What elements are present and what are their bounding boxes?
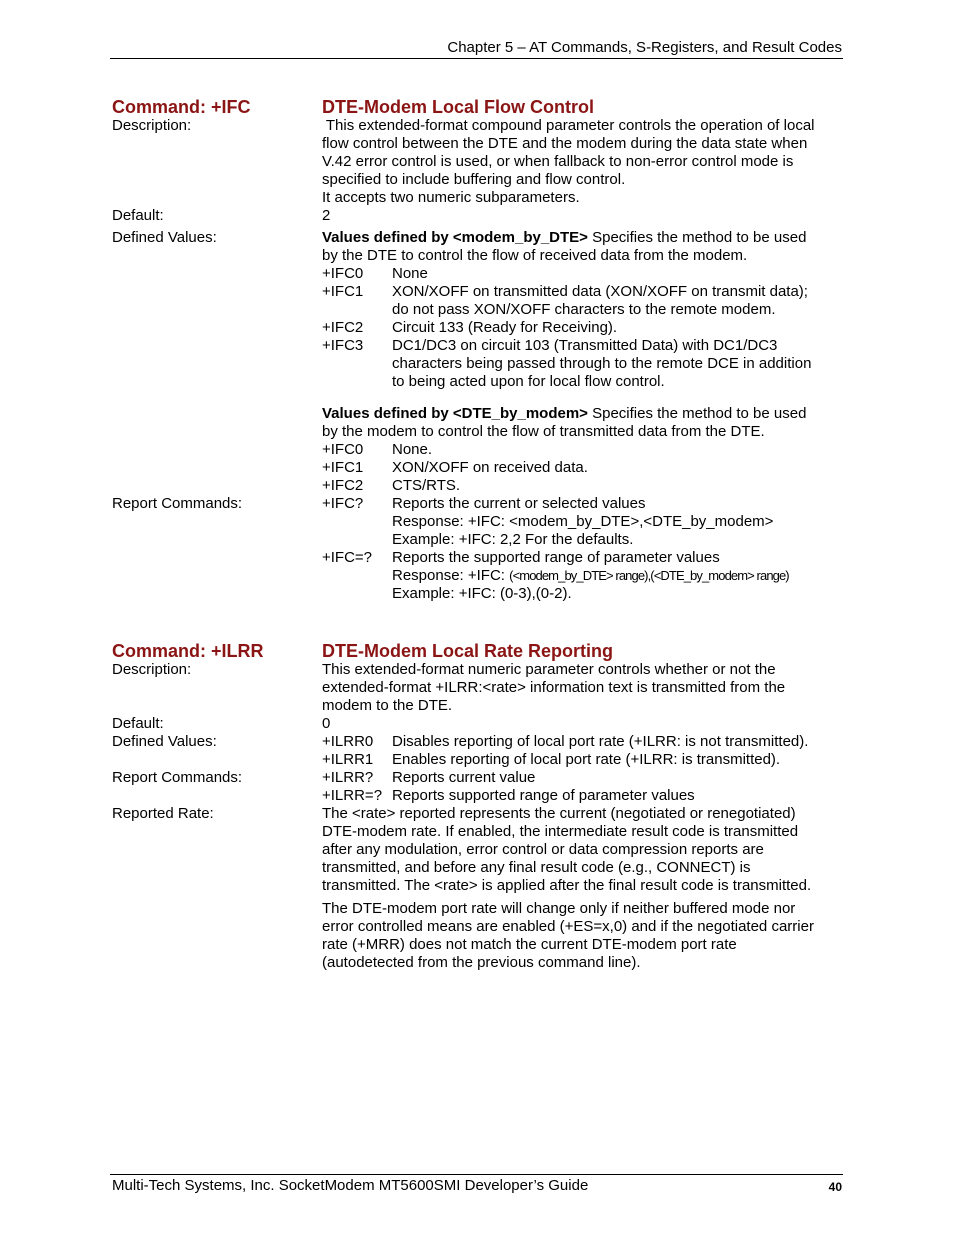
ifc-report-desc: Reports the current or selected values [392, 495, 646, 512]
ilrr-rate-line: transmitted. The <rate> is applied after the final result code is transmitted. [322, 877, 812, 894]
ifc-value-code: +IFC2 [322, 319, 364, 336]
ifc-report-code: +IFC=? [322, 549, 373, 566]
ifc-title: DTE-Modem Local Flow Control [322, 97, 594, 117]
ifc-value-code: +IFC1 [322, 459, 364, 476]
ifc-group1-heading-rest: Specifies the method to be used [587, 229, 807, 246]
ilrr-rate-line: transmitted, and before any final result code (e.g., CONNECT) is [322, 859, 751, 876]
ifc-report-desc: Response: +IFC: <modem_by_DTE>,<DTE_by_modem> [392, 513, 774, 530]
header-rule [110, 58, 843, 59]
ifc-value-desc: Circuit 133 (Ready for Receiving). [392, 319, 618, 336]
page-number: 40 [828, 1180, 842, 1194]
ifc-group2-heading [322, 405, 842, 423]
ilrr-rate-line: after any modulation, error control or data compression reports are [322, 841, 764, 858]
ifc-value-code: +IFC0 [322, 265, 364, 282]
ilrr-report-code: +ILRR? [322, 769, 374, 786]
ifc-description-line: It accepts two numeric subparameters. [322, 189, 580, 206]
ilrr-title: DTE-Modem Local Rate Reporting [322, 641, 614, 661]
ilrr-description-line: extended-format +ILRR:<rate> information text is transmitted from the [322, 679, 786, 696]
ifc-value-code: +IFC3 [322, 337, 364, 354]
ifc-report-code: +IFC? [322, 495, 364, 512]
ifc-report-desc: Example: +IFC: 2,2 For the defaults. [392, 531, 634, 548]
ilrr-rate-line: (autodetected from the previous command line). [322, 954, 641, 971]
ilrr-default-value: 0 [322, 715, 331, 732]
ilrr-value-desc: Enables reporting of local port rate (+ILRR: is transmitted). [392, 751, 781, 768]
ilrr-defined-values-label: Defined Values: [112, 733, 217, 750]
ilrr-report-desc: Reports current value [392, 769, 536, 786]
ifc-report-response-range: (<modem_by_DTE> range),(<DTE_by_modem> range) [509, 568, 789, 583]
ilrr-command-heading: Command: +ILRR [112, 641, 264, 661]
ifc-report-desc: Example: +IFC: (0-3),(0-2). [392, 585, 572, 602]
ifc-value-desc: XON/XOFF on transmitted data (XON/XOFF on transmit data); [392, 283, 808, 300]
chapter-header: Chapter 5 – AT Commands, S-Registers, and Result Codes [447, 39, 842, 56]
ifc-report-response-prefix: Response: +IFC: [392, 567, 510, 584]
ifc-description-line: flow control between the DTE and the modem during the data state when [322, 135, 808, 152]
ilrr-description-line: modem to the DTE. [322, 697, 453, 714]
ifc-description-line: This extended-format compound parameter controls the operation of local [322, 117, 815, 134]
ilrr-rate-line: DTE-modem rate. If enabled, the intermediate result code is transmitted [322, 823, 799, 840]
ifc-group1-heading [322, 229, 842, 247]
ifc-value-desc: CTS/RTS. [392, 477, 461, 494]
ilrr-report-desc: Reports supported range of parameter values [392, 787, 695, 804]
ifc-value-code: +IFC0 [322, 441, 364, 458]
ilrr-default-label: Default: [112, 715, 164, 732]
ifc-default-value: 2 [322, 207, 331, 224]
ilrr-value-code: +ILRR0 [322, 733, 374, 750]
ifc-value-code: +IFC2 [322, 477, 364, 494]
ilrr-value-desc: Disables reporting of local port rate (+ILRR: is not transmitted). [392, 733, 809, 750]
ifc-group2-heading-bold: Values defined by <DTE_by_modem> [322, 405, 588, 422]
ifc-description-line: V.42 error control is used, or when fallback to non-error control mode is [322, 153, 794, 170]
ifc-value-desc: do not pass XON/XOFF characters to the remote modem. [392, 301, 776, 318]
footer-rule [110, 1174, 843, 1175]
ifc-value-desc: None [392, 265, 428, 282]
ifc-description-label: Description: [112, 117, 192, 134]
ilrr-report-label: Report Commands: [112, 769, 243, 786]
ifc-report-desc: Reports the supported range of parameter values [392, 549, 720, 566]
ifc-group1-heading-bold: Values defined by <modem_by_DTE> [322, 229, 588, 246]
ifc-value-code: +IFC1 [322, 283, 364, 300]
ilrr-rate-label: Reported Rate: [112, 805, 214, 822]
ilrr-rate-line: The DTE-modem port rate will change only if neither buffered mode nor [322, 900, 796, 917]
ifc-default-label: Default: [112, 207, 164, 224]
ifc-defined-values-label: Defined Values: [112, 229, 217, 246]
ifc-value-desc: characters being passed through to the remote DCE in addition [392, 355, 812, 372]
ifc-group2-heading-rest: Specifies the method to be used [587, 405, 807, 422]
ilrr-description-label: Description: [112, 661, 192, 678]
ilrr-value-code: +ILRR1 [322, 751, 374, 768]
ifc-group2-heading-line2: by the modem to control the flow of transmitted data from the DTE. [322, 423, 765, 440]
ifc-value-desc: XON/XOFF on received data. [392, 459, 588, 476]
footer-text: Multi-Tech Systems, Inc. SocketModem MT5600SMI Developer’s Guide [112, 1177, 589, 1194]
ifc-value-desc: DC1/DC3 on circuit 103 (Transmitted Data) with DC1/DC3 [392, 337, 778, 354]
ilrr-rate-line: The <rate> reported represents the current (negotiated or renegotiated) [322, 805, 796, 822]
ifc-command-heading: Command: +IFC [112, 97, 251, 117]
ifc-report-label: Report Commands: [112, 495, 243, 512]
ilrr-rate-line: rate (+MRR) does not match the current DTE-modem port rate [322, 936, 737, 953]
ifc-value-desc: None. [392, 441, 433, 458]
ilrr-report-code: +ILRR=? [322, 787, 383, 804]
ifc-report-response [392, 567, 842, 585]
ifc-description-line: specified to include buffering and flow control. [322, 171, 626, 188]
ifc-group1-heading-line2: by the DTE to control the flow of received data from the modem. [322, 247, 748, 264]
ilrr-description-line: This extended-format numeric parameter controls whether or not the [322, 661, 776, 678]
ilrr-rate-line: error controlled means are enabled (+ES=x,0) and if the negotiated carrier [322, 918, 814, 935]
ifc-value-desc: to being acted upon for local flow control. [392, 373, 665, 390]
